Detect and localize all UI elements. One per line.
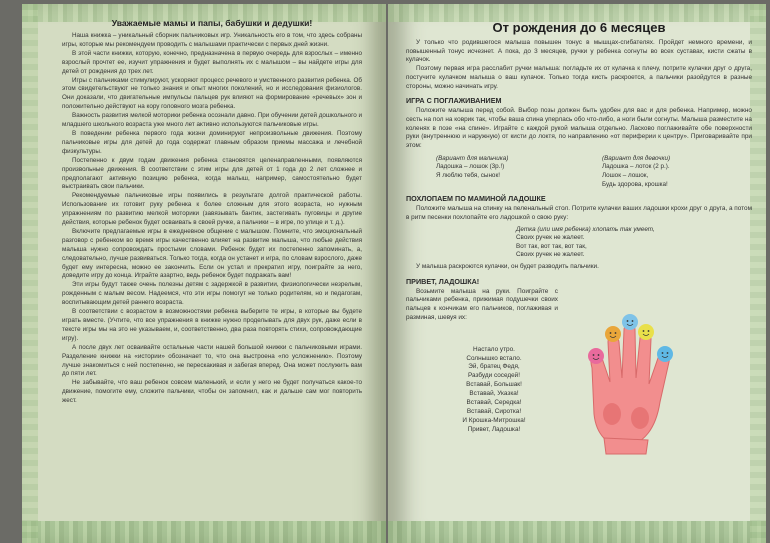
- paragraph: Не забывайте, что ваш ребенок совсем маленький, и если у него не будет получаться какое-то движение, помогите ему, сложите пальчики, чтобы он запомнил, как и дальше сам мог повторить жест.: [62, 379, 362, 405]
- paragraph: В соответствии с возрастом в возможностями ребенка выберите те игры, в которые вы будете играть вместе. (Учтите, что все упражнения в книжке нужно проделывать для двух рук, даже если в тексте игры мы на это не указываем, и, соответственно, два раза повторять стихи, сопровождающие игру).: [62, 308, 362, 342]
- paragraph: В этой части книжки, которую, конечно, предназначена в первую очередь для взрослых – именно взрослый прочтет ее, изучит упражнения и будет выполнять их с малышом – вы найдете игры для детей от рождения до трех лет.: [62, 49, 362, 75]
- hello-section: [406, 288, 752, 508]
- paragraph: Наша книжка – уникальный сборник пальчиковых игр. Уникальность его в том, что здесь собраны игры, которые мы рекомендуем проводить с малышами практически с первых дней жизни.: [62, 32, 362, 48]
- poem-boy: [436, 155, 576, 189]
- paragraph: Эти игры будут также очень полезны детям с задержкой в развитии, физиологически незрелым, рожденным с малым весом. Надеемся, что эти игры помогут не только родителям, но и педагогам, воспитывающим детей раннего возраста.: [62, 281, 362, 307]
- poem-line: Лошок – лошок,: [602, 171, 649, 179]
- bottom-border-decoration: [388, 521, 766, 543]
- poem-line: Солнышко встало.: [466, 354, 522, 362]
- right-page: [388, 4, 766, 543]
- paragraph: Рекомендуемые пальчиковые игры появились в результате долгой практической работы. Использование их готовит руку ребенка к более сложным для этого возраста, но нужным упражнениям по развитию мелкой моторики (завязывать бантик, застегивать пуговицы и другие действия, которые ребенок будет осваивать в своей ручке, а пальчики – в игре, по улице и т. д.).: [62, 192, 362, 227]
- poem-line: Будь здорова, крошка!: [602, 180, 668, 188]
- left-page-content: [62, 18, 362, 406]
- poem-line: Ладошка – лоток (2 р.).: [602, 163, 670, 171]
- poem-hello: [406, 346, 556, 435]
- stroking-poems: [436, 155, 752, 189]
- left-page: [22, 4, 386, 543]
- section-heading-clap: ПОХЛОПАЕМ ПО МАМИНОЙ ЛАДОШКЕ: [406, 194, 546, 204]
- poem-line: Ладошка – лошок (3р.!): [436, 163, 505, 171]
- section-text-stroking: Положите малыша перед собой. Выбор позы должен быть удобен для вас и для ребенка. Например, можно сесть на пол на коврик так, чтобы ваша спина уперлась обо что-либо, а ноги были согнуты. Малыша разместите на коленях в позе «на спине». Играйте с каждой рукой малыша отдельно. Ласково поглаживайте обе поверхности руки (внутреннюю и наружную) от кисти до локтя, по направлению «от периферии к центру». Приговаривайте при этом:: [406, 107, 752, 150]
- section-text-hello: Возьмите малыша на руки. Поиграйте с пальчиками ребенка, прижимая подушечки своих пальцев к кончикам его пальчиков, поглаживая и разминая, шевуя их:: [406, 287, 558, 321]
- poem-clap: [516, 226, 752, 260]
- poem-line: Вставай, Сиротка!: [466, 407, 522, 415]
- right-page-title: От рождения до 6 месяцев: [492, 20, 666, 35]
- poem-line: Вставай, Середка!: [466, 399, 522, 407]
- section-heading-stroking: ИГРА С ПОГЛАЖИВАНИЕМ: [406, 96, 502, 106]
- poem-line: Привет, Ладошка!: [467, 425, 521, 433]
- paragraph: В поведении ребенка первого года жизни доминируют непроизвольные движения. Поэтому пальчиковые игры для детей до года содержат главным образом приемы массажа и лечебной физкультуры.: [62, 129, 362, 155]
- section-text-clap: Положите малыша на спинку на пеленальный стол. Потрите кулачки ваших ладошки крохи друг о друга, а потом в ритм песенки похлопайте его ладошкой о свою руку:: [406, 205, 752, 221]
- poem-line: Вот так, вот так, вот так,: [516, 242, 587, 250]
- poem-hint: (Вариант для мальчика): [436, 154, 509, 162]
- poem-line: Своих ручек не жалеет.: [516, 251, 585, 259]
- intro-paragraph: У только что родившегося малыша повышен тонус в мышцах-сгибателях. Пройдет немного времени, и повышенный тонус исчезнет. А пока, до 3 месяцев, ручки у ребенка согнуты во всех суставах, кисти сжаты в кулачок.: [406, 39, 752, 64]
- hand-palm: [591, 324, 669, 454]
- right-page-content: [406, 18, 752, 508]
- paragraph: Игры с пальчиками стимулируют, ускоряют процесс речевого и умственного развития ребенка. Об этом свидетельствуют не только знания и опыт многих поколений, но и исследования физиологов. Они доказали, что двигательные импульсы пальцев рук влияют на формирование «речевых» зон и положительно действуют на кору головного мозга ребенка.: [62, 76, 362, 111]
- poem-line: Вставай, Большак!: [466, 381, 522, 389]
- paragraph: Важность развития мелкой моторики ребенка осознали давно. При обучении детей дошкольного и младшего школьного возраста уже много лет активно используются пальчиковые игры.: [62, 112, 362, 129]
- hand-illustration: [574, 306, 694, 456]
- poem-line: Вставай, Указка!: [469, 390, 519, 398]
- left-border-decoration: [22, 4, 38, 543]
- poem-line: Разбуди соседей!: [467, 372, 521, 380]
- intro-paragraph-2: Поэтому первая игра расслабит ручки малыша: погладьте их от кулачка к плечу, потрите кулачки друг о друга, постучите кулачком малыша о ваш кулачок. Только тогда кисть раскроется, а пальчики разойдутся в разные стороны, можно начинать игру.: [406, 65, 752, 90]
- poem-line: Я люблю тебя, сынок!: [436, 171, 500, 179]
- poem-line: И Крошка-Митрошка!: [462, 416, 526, 424]
- poem-line: Своих ручек не жалеет.: [516, 234, 585, 242]
- section-end-clap: У малыша раскроются кулачки, он будет разводить пальчики.: [416, 262, 599, 270]
- poem-girl: [602, 155, 742, 189]
- poem-hint: (Вариант для девочки): [602, 154, 671, 162]
- paragraph: Постепенно к двум годам движения ребенка становятся целенаправленными, появляются произвольные движения. В соответствии с этим игры для детей от 1 года до 2 лет сложнее и предполагают активную позицию ребенка, когда малыш, например, самостоятельно будет выстраивать свои пальчики.: [62, 156, 362, 191]
- paragraph: Включите предлагаемые игры в ежедневное общение с малышом. Помните, что эмоциональный разговор с ребенком во время игры качественно влияет на развитие малыша, что любые действия малыша нужно сопровождать простыми словами. Ребенок будет их постепенно запоминать, а, следовательно, лучше развиваться. Только тогда, когда он устанет и игра, по словам взрослого, даже будет ему интересна, можно ее закончить. Если он устал и прекратил игру, поиграйте за него, доведите игру до конца. Играйте азартно, ведь ребенок будет подражать вам!: [62, 227, 362, 280]
- section-heading-hello: ПРИВЕТ, ЛАДОШКА!: [406, 276, 480, 286]
- right-border-decoration: [750, 4, 766, 543]
- poem-line: Настало утро.: [473, 345, 515, 353]
- bottom-border-decoration: [22, 521, 386, 543]
- left-page-title: Уважаемые мамы и папы, бабушки и дедушки!: [111, 18, 313, 28]
- poem-line: Эй, братец Федя,: [468, 363, 520, 371]
- paragraph: А после двух лет осваивайте остальные части нашей большой книжки с пальчиковыми играми. Разделение книжки на «истории» обозначает то, что она выстроена «по усложнению». Поэтому лучше знакомиться с ней постепенно, не перескакивая и забегая вперед. Она может послужить вам до пяти лет.: [62, 343, 362, 378]
- poem-hint: Детка (или имя ребенка) хлопать так умеет,: [516, 225, 655, 233]
